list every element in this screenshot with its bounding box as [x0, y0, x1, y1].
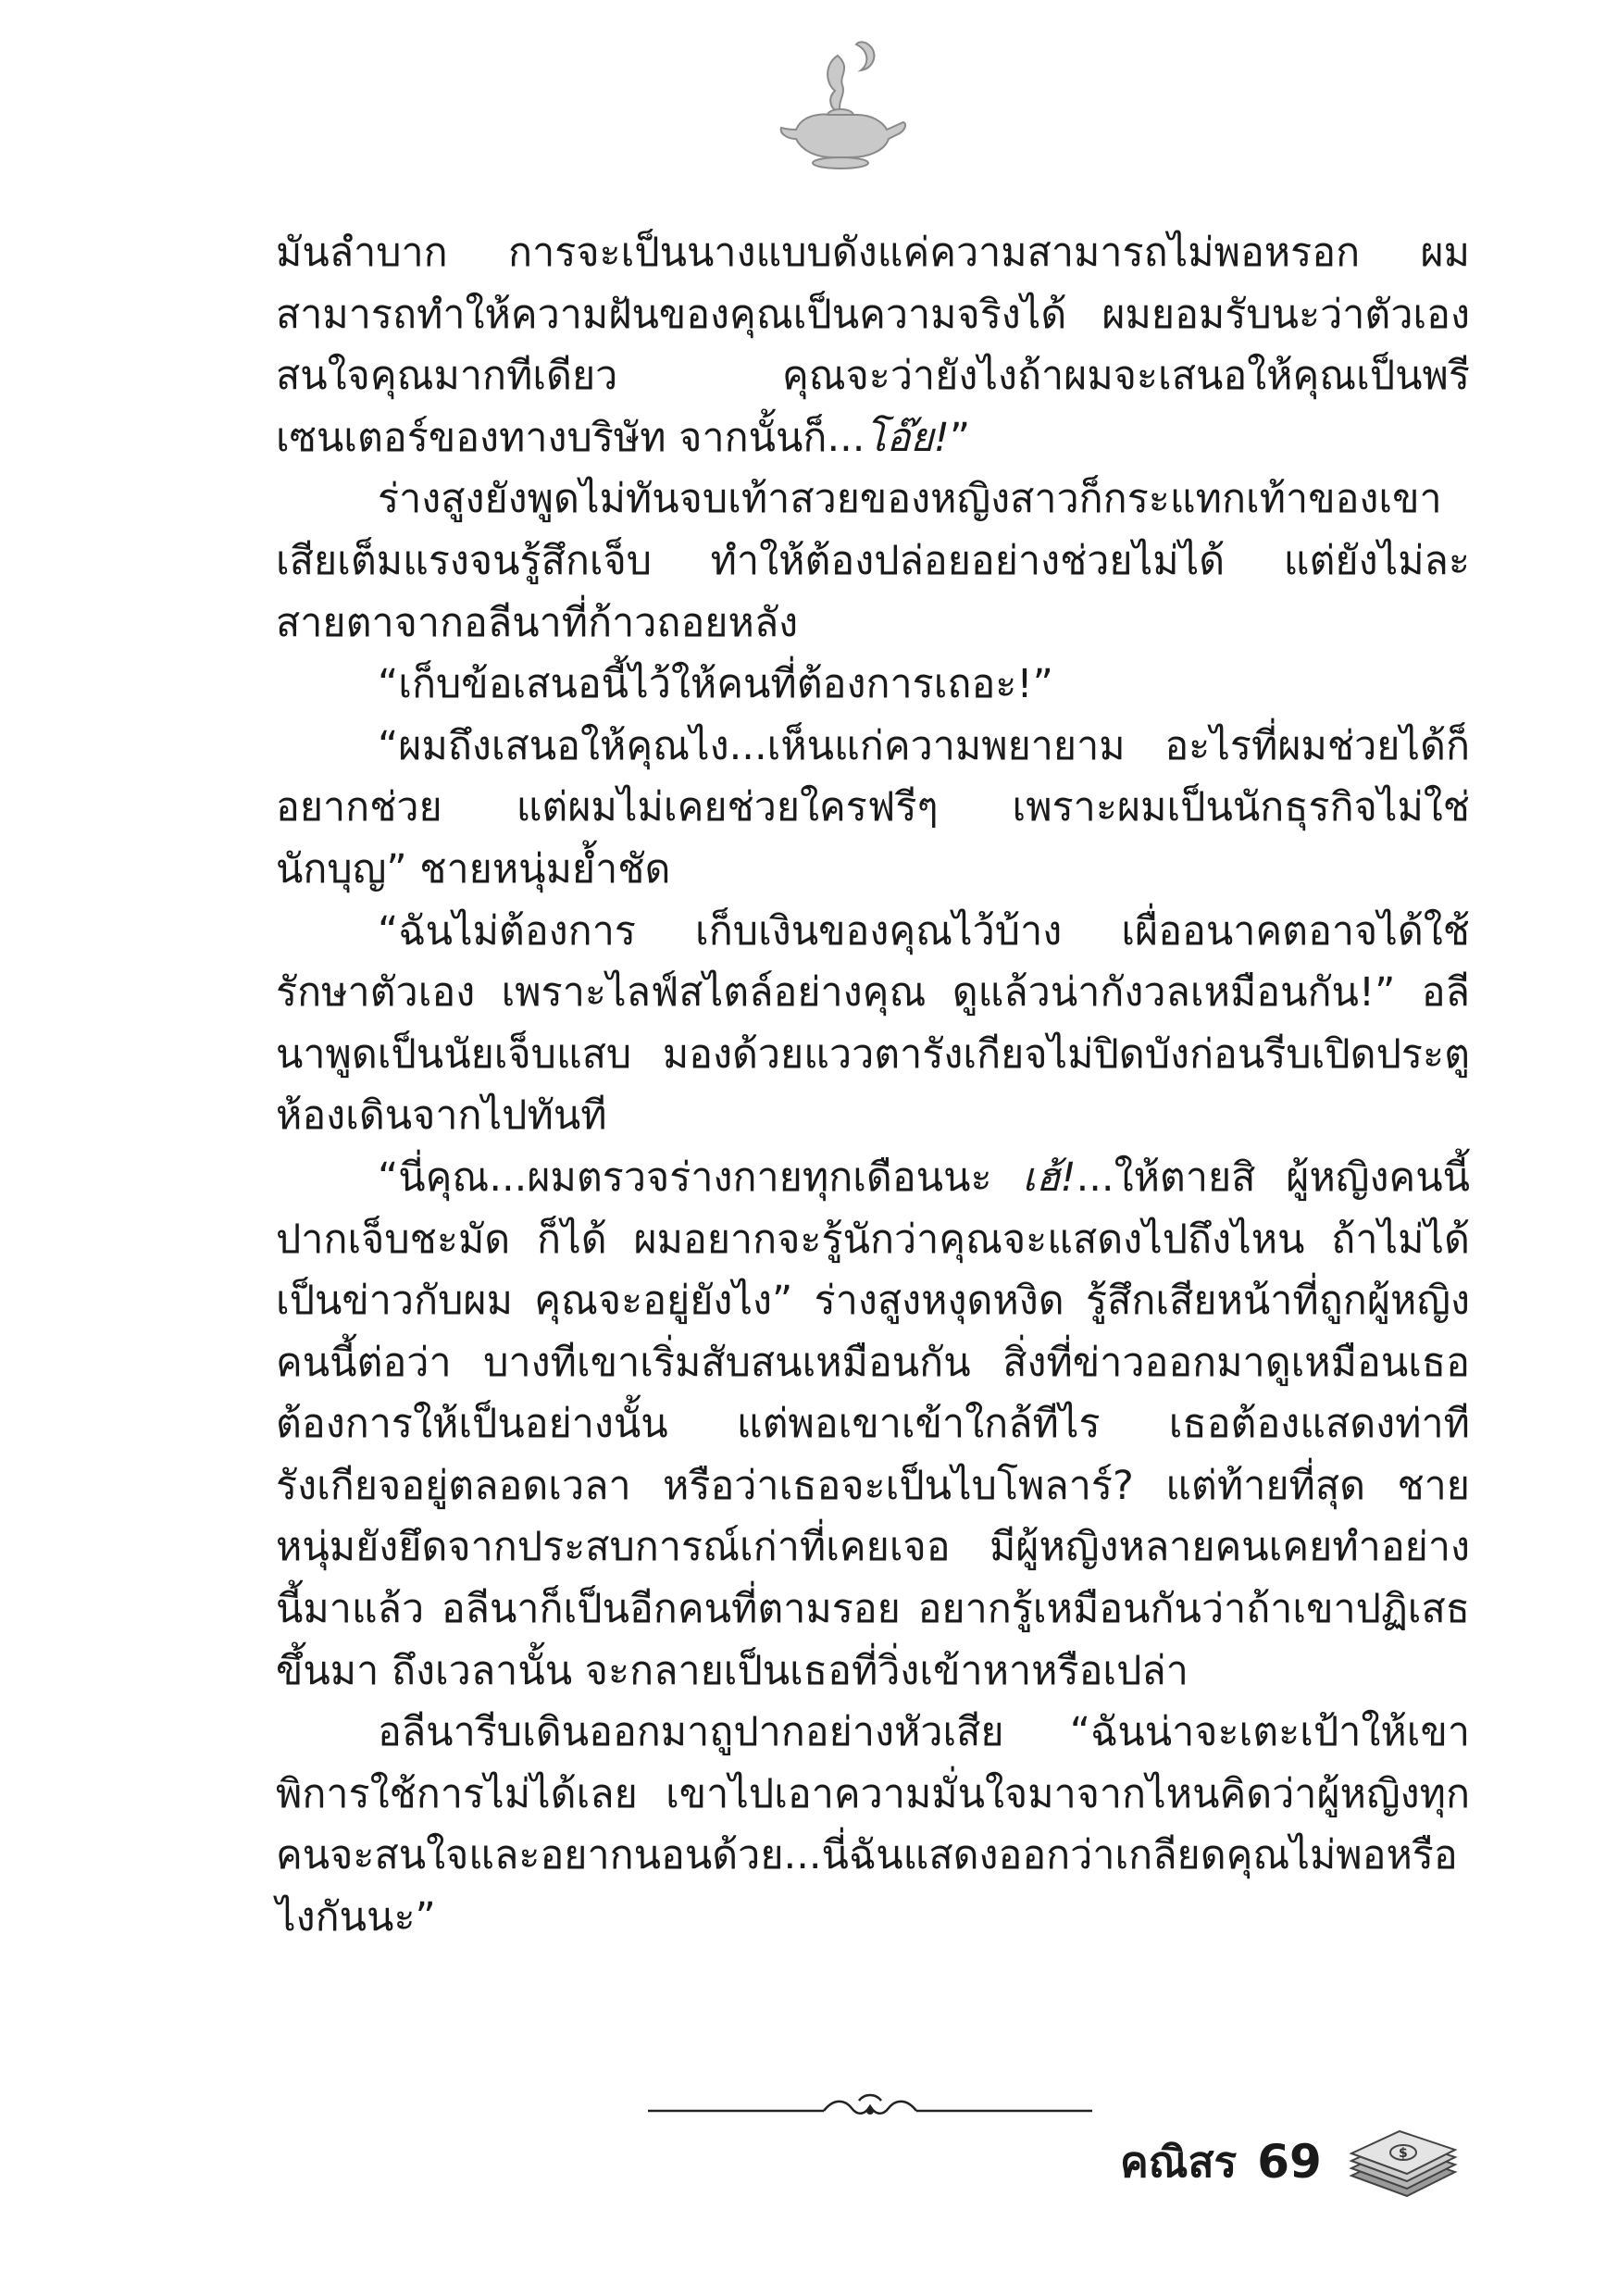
- page-footer: [1120, 2120, 1462, 2203]
- page-number: 69: [1257, 2135, 1322, 2189]
- paragraph-6: “นี่คุณ...ผมตรวจร่างกายทุกเดือนนะ เฮ้!...ให้ตายสิ ผู้หญิงคนนี้ปากเจ็บชะมัด ก็ได้ ผมอยากจะรู้นักว่าคุณจะแสดงไปถึงไหน ถ้าไม่ได้เป็นข่าวกับผม คุณจะอยู่ยังไง” ร่างสูงหงุดหงิด รู้สึกเสียหน้าที่ถูกผู้หญิงคนนี้ต่อว่า บางทีเขาเริ่มสับสนเหมือนกัน สิ่งที่ข่าวออกมาดูเหมือนเธอต้องการให้เป็นอย่างนั้น แต่พอเขาเข้าใกล้ทีไร เธอต้องแสดงท่าทีรังเกียจอยู่ตลอดเวลา หรือว่าเธอจะเป็นไบโพลาร์? แต่ท้ายที่สุด ชายหนุ่มยังยึดจากประสบการณ์เก่าที่เคยเจอ มีผู้หญิงหลายคนเคยทำอย่างนี้มาแล้ว อลีนาก็เป็นอีกคนที่ตามรอย อยากรู้เหมือนกันว่าถ้าเขาปฏิเสธขึ้นมา ถึงเวลานั้น จะกลายเป็นเธอที่วิ่งเข้าหาหรือเปล่า: [276, 1154, 1470, 1694]
- svg-text:$: $: [1398, 2146, 1408, 2161]
- paragraph-1: มันลำบาก การจะเป็นนางแบบดังแค่ความสามารถไม่พอหรอก ผมสามารถทำให้ความฝันของคุณเป็นความจริงได้ ผมยอมรับนะว่าตัวเองสนใจคุณมากทีเดียว คุณจะว่ายังไงถ้าผมจะเสนอให้คุณเป็นพรีเซนเตอร์ของทางบริษัท จากนั้นก็...โอ๊ย!”: [276, 230, 1470, 461]
- paragraph-7: อลีนารีบเดินออกมาถูปากอย่างหัวเสีย “ฉันน่าจะเตะเป้าให้เขาพิการใช้การไม่ได้เลย เขาไปเอาความมั่นใจมาจากไหนคิดว่าผู้หญิงทุกคนจะสนใจและอยากนอนด้วย...นี่ฉันแสดงออกว่าเกลียดคุณไม่พอหรือไงกันนะ”: [276, 1709, 1470, 1941]
- italic-exclamation: โอ๊ย!: [865, 414, 950, 461]
- italic-exclamation: เฮ้!: [1022, 1154, 1077, 1201]
- paragraph-3: “เก็บข้อเสนอนี้ไว้ให้คนที่ต้องการเถอะ!”: [378, 661, 1053, 708]
- paragraph-4: “ผมถึงเสนอให้คุณไง...เห็นแก่ความพยายาม อะไรที่ผมช่วยได้ก็อยากช่วย แต่ผมไม่เคยช่วยใครฟรีๆ เพราะผมเป็นนักธุรกิจไม่ใช่นักบุญ” ชายหนุ่มย้ำชัด: [276, 722, 1470, 892]
- genie-lamp-icon: [768, 37, 916, 176]
- paragraph-2: ร่างสูงยังพูดไม่ทันจบเท้าสวยของหญิงสาวก็กระแทกเท้าของเขาเสียเต็มแรงจนรู้สึกเจ็บ ทำให้ต้องปล่อยอย่างช่วยไม่ได้ แต่ยังไม่ละสายตาจากอลีนาที่ก้าวถอยหลัง: [276, 476, 1470, 646]
- money-stack-icon: [1342, 2120, 1462, 2203]
- flourish-divider-icon: [648, 2088, 1092, 2134]
- running-title: คณิสร: [1120, 2136, 1238, 2187]
- paragraph-5: “ฉันไม่ต้องการ เก็บเงินของคุณไว้บ้าง เผื่ออนาคตอาจได้ใช้รักษาตัวเอง เพราะไลฟ์สไตล์อย่างคุณ ดูแล้วน่ากังวลเหมือนกัน!” อลีนาพูดเป็นนัยเจ็บแสบ มองด้วยแววตารังเกียจไม่ปิดบังก่อนรีบเปิดประตูห้องเดินจากไปทันที: [276, 907, 1470, 1140]
- body-text: [276, 222, 1470, 1949]
